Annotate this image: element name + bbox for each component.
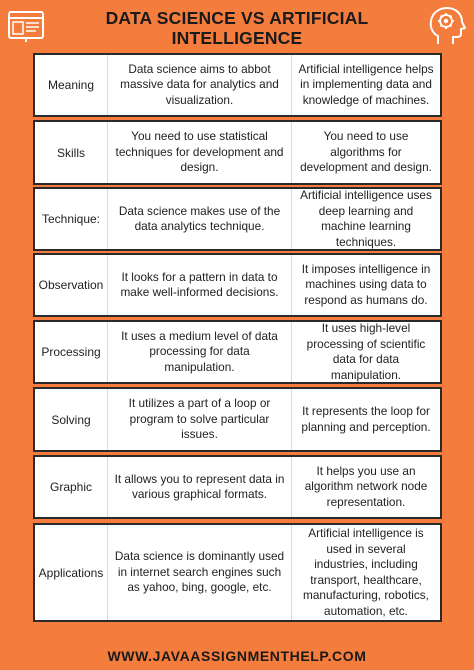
row-label: Technique: [41,212,101,226]
row-label: Processing [41,345,101,359]
ai-brain-head-icon [424,4,468,48]
table-row [33,53,442,117]
data-science-cell: Data science makes use of the data analytics technique. [107,189,291,249]
ai-cell: Artificial intelligence is used in several industries, including transport, healthcare, manufacturing, robotics, automation, etc. [291,525,440,620]
row-label: Observation [38,278,104,292]
ai-cell: It represents the loop for planning and perception. [291,389,440,450]
ai-cell: Artificial intelligence uses deep learning and machine learning techniques. [291,189,440,249]
title-line-2: INTELLIGENCE [171,28,303,48]
ai-cell: It uses high-level processing of scientific data for data manipulation. [291,322,440,382]
ai-cell: It helps you use an algorithm network node representation. [291,457,440,517]
data-science-cell: It utilizes a part of a loop or program to solve particular issues. [107,389,291,450]
ai-cell: You need to use algorithms for development and design. [291,122,440,183]
row-label: Skills [56,145,85,160]
page-title [70,8,404,48]
data-science-cell: It allows you to represent data in various graphical formats. [107,457,291,517]
table-row [33,455,442,519]
row-label: Meaning [47,78,95,92]
header [0,0,474,52]
table-row [33,253,442,317]
table-row [33,187,442,251]
table-row [33,320,442,384]
table-row [33,523,442,622]
data-dashboard-icon [6,6,46,46]
data-science-cell: It looks for a pattern in data to make well-informed decisions. [107,255,291,315]
table-row [33,120,442,185]
row-label: Graphic [49,480,93,494]
ai-cell: It imposes intelligence in machines using data to respond as humans do. [291,255,440,315]
data-science-cell: Data science is dominantly used in internet search engines such as yahoo, bing, google, etc. [107,525,291,620]
data-science-cell: You need to use statistical techniques for development and design. [107,122,291,183]
website-url: WWW.JAVAASSIGNMENTHELP.COM [107,648,367,664]
table-row [33,387,442,452]
data-science-cell: It uses a medium level of data processing for data manipulation. [107,322,291,382]
row-label: Applications [38,565,104,580]
data-science-cell: Data science aims to abbot massive data for analytics and visualization. [107,55,291,115]
ai-cell: Artificial intelligence helps in implementing data and knowledge of machines. [291,55,440,115]
title-line-1: DATA SCIENCE VS ARTIFICIAL [105,8,369,28]
row-label: Solving [51,412,91,427]
